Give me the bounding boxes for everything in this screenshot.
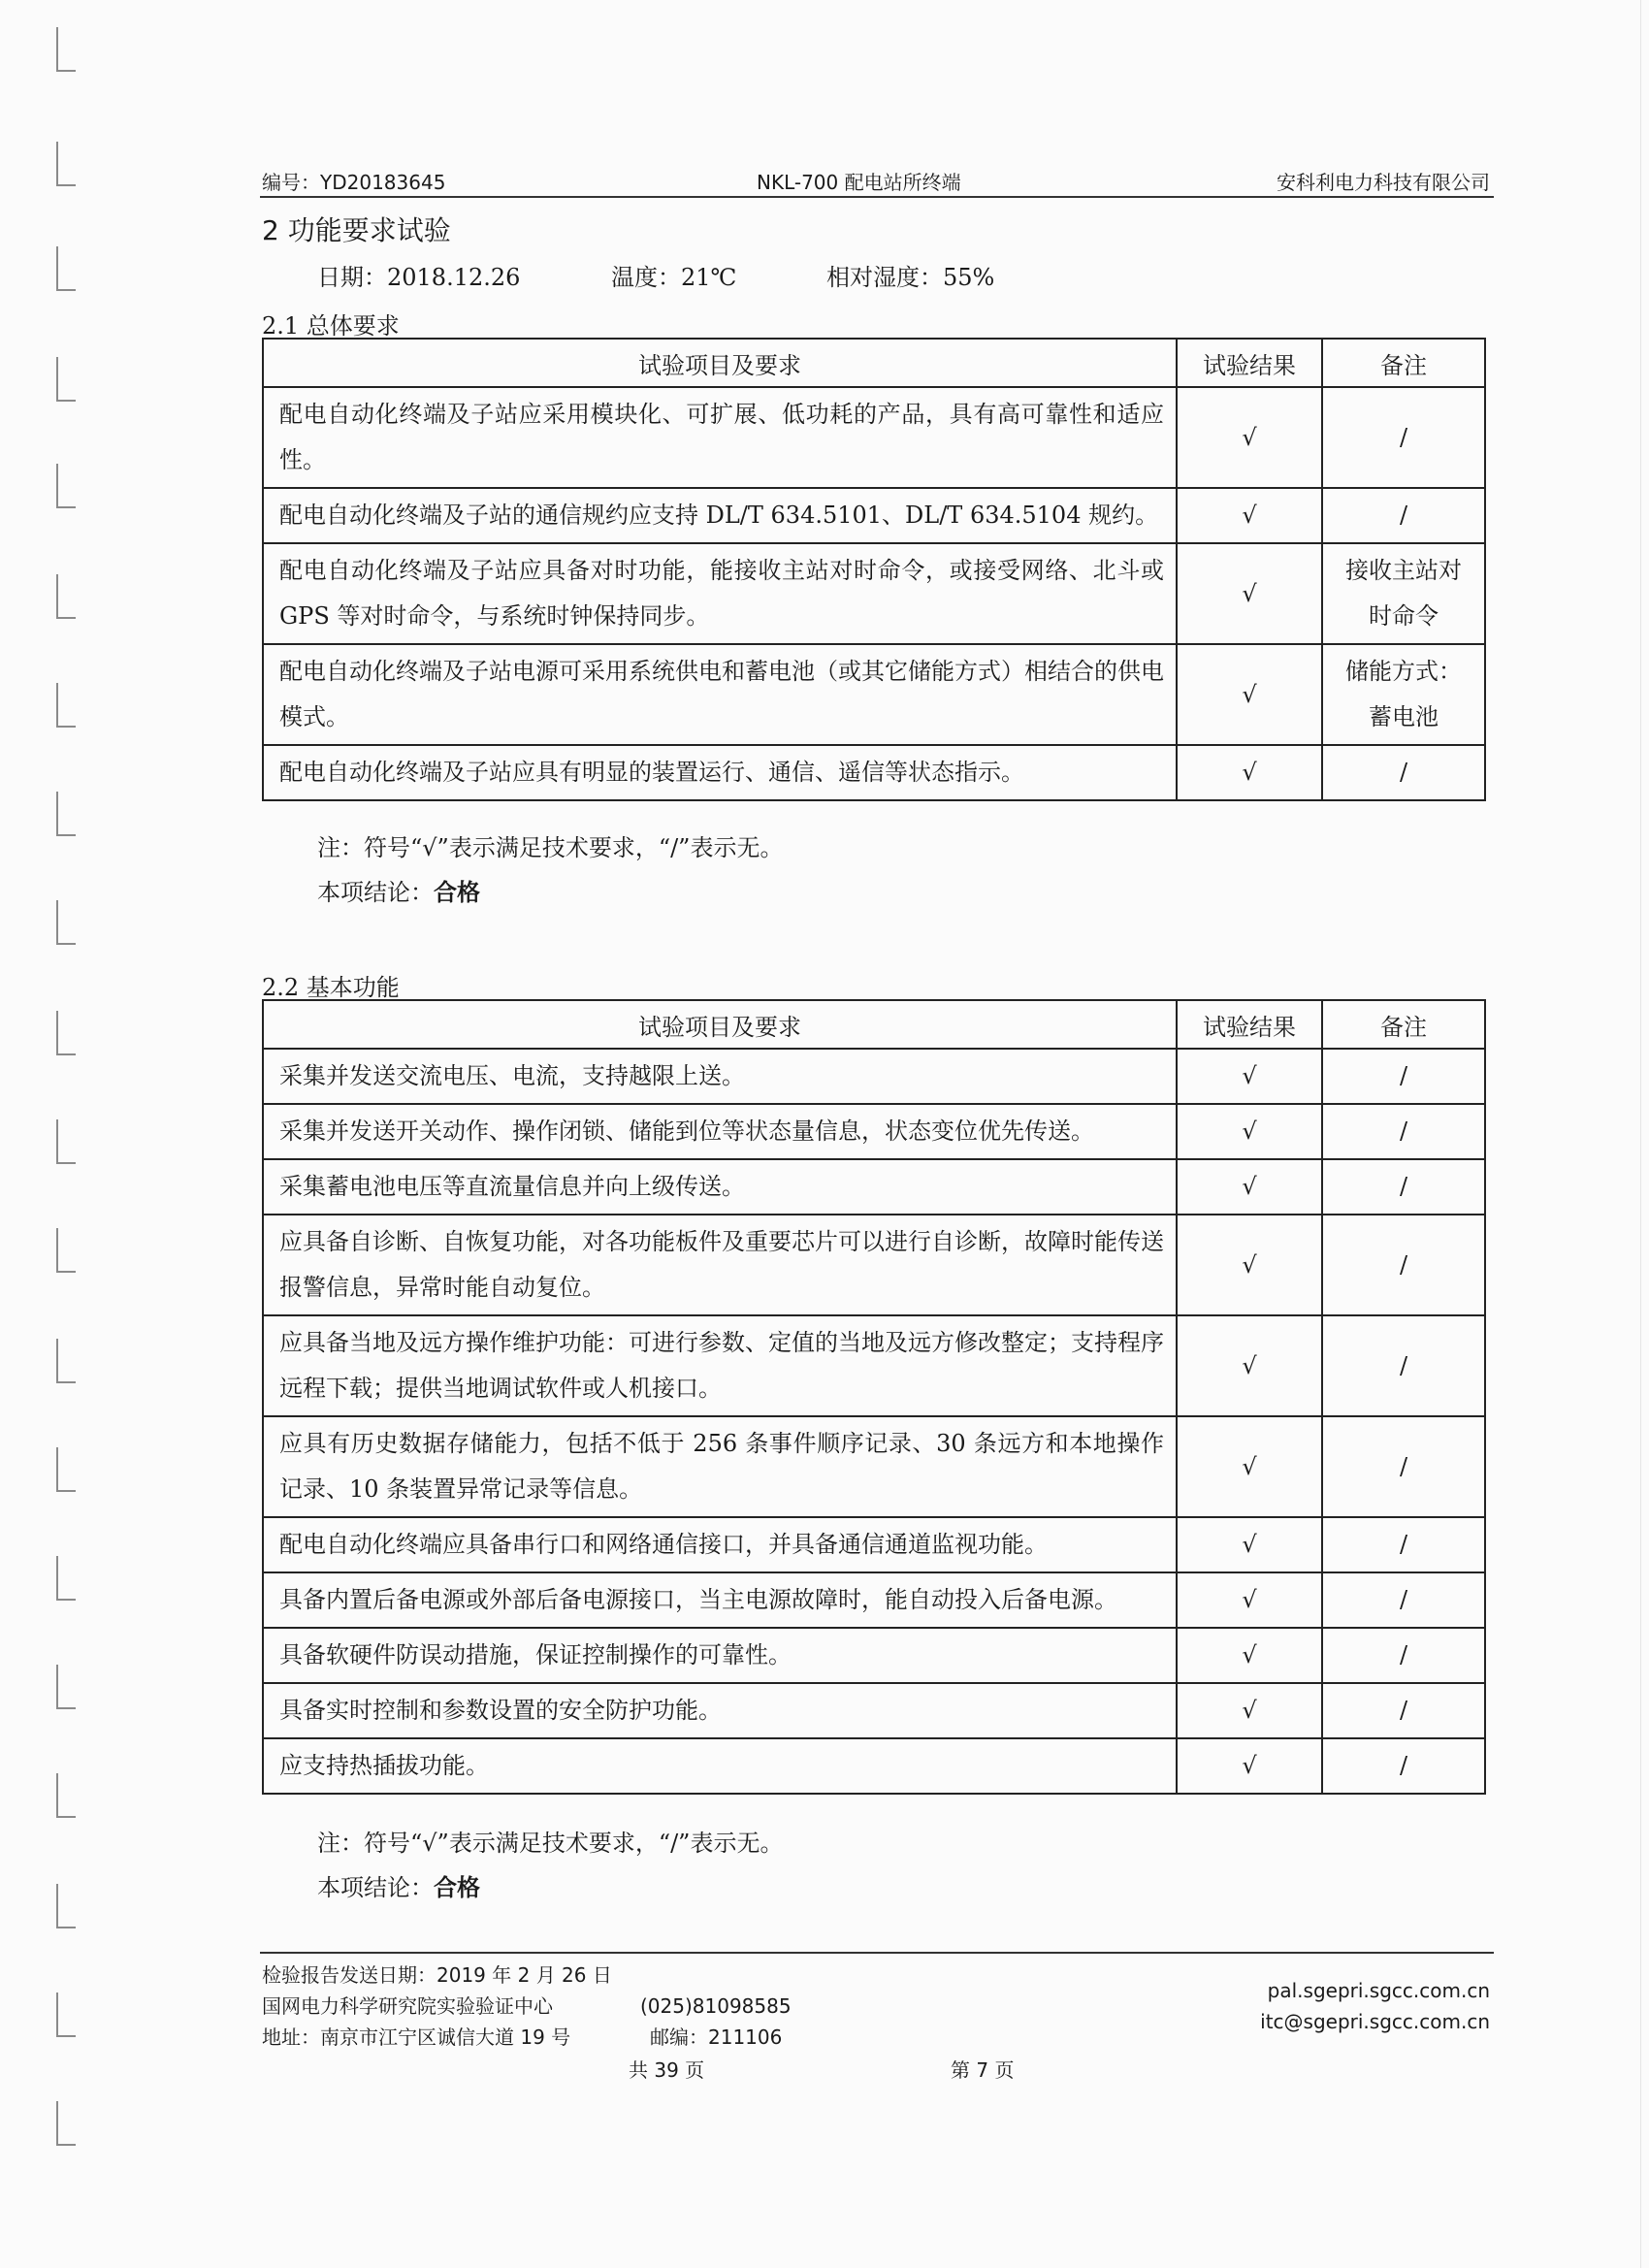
result-cell: √ [1177,1738,1322,1794]
requirement-cell: 应具备当地及远方操作维护功能：可进行参数、定值的当地及远方修改整定；支持程序远程下载；提供当地调试软件或人机接口。 [263,1315,1177,1416]
note-cell: / [1322,387,1485,488]
table-header-row [263,1000,1485,1049]
total-pages: 共 39 页 [629,2058,705,2082]
table-row [263,1416,1485,1517]
result-cell: √ [1177,1416,1322,1517]
binding-mark [56,70,76,72]
table-row [263,1628,1485,1683]
general-requirements-table [262,338,1486,801]
column-header-item: 试验项目及要求 [263,339,1177,387]
requirement-cell: 应具有历史数据存储能力，包括不低于 256 条事件顺序记录、30 条远方和本地操作记录、10 条装置异常记录等信息。 [263,1416,1177,1517]
subsection-title-general: 2.1 总体要求 [262,312,400,340]
report-number: 编号：YD20183645 [262,171,446,194]
binding-mark [56,1381,76,1383]
binding-mark [56,289,76,291]
column-header-note: 备注 [1322,1000,1485,1049]
result-cell: √ [1177,1049,1322,1104]
table-row [263,1572,1485,1628]
conclusion-value: 合格 [434,879,480,906]
requirement-cell: 配电自动化终端及子站应采用模块化、可扩展、低功耗的产品，具有高可靠性和适应性。 [263,387,1177,488]
binding-mark [56,726,76,728]
report-send-date: 检验报告发送日期：2019 年 2 月 26 日 [262,1963,612,1987]
binding-mark [56,834,76,836]
binding-mark [56,506,76,508]
binding-mark [56,1053,76,1055]
result-cell: √ [1177,1215,1322,1315]
subsection-title-basic: 2.2 基本功能 [262,974,400,1001]
result-cell: √ [1177,745,1322,800]
table-row [263,1738,1485,1794]
table-header-row [263,339,1485,387]
binding-mark [56,1816,76,1818]
scan-edge-line [1640,0,1641,2268]
result-cell: √ [1177,644,1322,745]
table-row [263,387,1485,488]
result-cell: √ [1177,543,1322,644]
note-cell: / [1322,1416,1485,1517]
requirement-cell: 采集并发送交流电压、电流，支持越限上送。 [263,1049,1177,1104]
binding-mark [56,1707,76,1709]
requirement-cell: 配电自动化终端及子站应具备对时功能，能接收主站对时命令，或接受网络、北斗或 GPS 等对时命令，与系统时钟保持同步。 [263,543,1177,644]
result-cell: √ [1177,387,1322,488]
requirement-cell: 具备实时控制和参数设置的安全防护功能。 [263,1683,1177,1738]
requirement-cell: 具备软硬件防误动措施，保证控制操作的可靠性。 [263,1628,1177,1683]
table-row [263,1315,1485,1416]
email-address: itc@sgepri.sgcc.com.cn [1260,2010,1490,2033]
test-date: 日期：2018.12.26 [317,264,521,291]
binding-mark [56,1927,76,1928]
test-center-name: 国网电力科学研究院实验验证中心 [262,1994,553,2018]
requirement-cell: 采集蓄电池电压等直流量信息并向上级传送。 [263,1159,1177,1215]
binding-mark [56,1271,76,1273]
binding-mark [56,1490,76,1492]
requirement-cell: 配电自动化终端应具备串行口和网络通信接口，并具备通信通道监视功能。 [263,1517,1177,1572]
page-footer [260,1952,1494,2082]
table-row [263,1517,1485,1572]
test-humidity: 相对湿度：55% [826,264,995,291]
table-row [263,644,1485,745]
column-header-result: 试验结果 [1177,339,1322,387]
note-cell: / [1322,1572,1485,1628]
requirement-cell: 采集并发送开关动作、操作闭锁、储能到位等状态量信息，状态变位优先传送。 [263,1104,1177,1159]
table-row [263,1683,1485,1738]
company-name: 安科利电力科技有限公司 [1277,171,1490,194]
note-cell: / [1322,1315,1485,1416]
symbol-note: 注：符号“√”表示满足技术要求，“/”表示无。 [317,1830,784,1857]
test-temperature: 温度：21℃ [611,264,737,291]
table-row [263,1159,1485,1215]
requirement-cell: 应支持热插拔功能。 [263,1738,1177,1794]
binding-mark [56,184,76,186]
website-link: pal.sgepri.sgcc.com.cn [1267,1979,1490,2002]
address: 地址：南京市江宁区诚信大道 19 号 [262,2025,571,2049]
table-row [263,488,1485,543]
column-header-note: 备注 [1322,339,1485,387]
result-cell: √ [1177,1683,1322,1738]
page-header [260,163,1494,198]
table-row [263,543,1485,644]
column-header-item: 试验项目及要求 [263,1000,1177,1049]
symbol-note: 注：符号“√”表示满足技术要求，“/”表示无。 [317,834,784,861]
conclusion-value: 合格 [434,1874,480,1901]
binding-mark [56,943,76,945]
note-cell: / [1322,1104,1485,1159]
note-cell: / [1322,1683,1485,1738]
conclusion-label: 本项结论： [317,1874,434,1901]
note-cell: / [1322,488,1485,543]
phone-number: (025)81098585 [640,1994,792,2018]
requirement-cell: 配电自动化终端及子站的通信规约应支持 DL/T 634.5101、DL/T 634.5104 规约。 [263,488,1177,543]
note-cell: / [1322,1215,1485,1315]
result-cell: √ [1177,1628,1322,1683]
requirement-cell: 配电自动化终端及子站电源可采用系统供电和蓄电池（或其它储能方式）相结合的供电模式。 [263,644,1177,745]
note-cell: 储能方式：蓄电池 [1322,644,1485,745]
result-cell: √ [1177,1315,1322,1416]
result-cell: √ [1177,1517,1322,1572]
binding-mark [56,1599,76,1601]
result-cell: √ [1177,1572,1322,1628]
result-cell: √ [1177,1159,1322,1215]
note-cell: / [1322,1049,1485,1104]
note-cell: 接收主站对时命令 [1322,543,1485,644]
section-title: 2 功能要求试验 [262,214,451,246]
note-cell: / [1322,1159,1485,1215]
conclusion [317,873,480,907]
binding-mark [56,2035,76,2037]
requirement-cell: 应具备自诊断、自恢复功能，对各功能板件及重要芯片可以进行自诊断，故障时能传送报警信息，异常时能自动复位。 [263,1215,1177,1315]
product-name: NKL-700 配电站所终端 [757,171,961,194]
table-row [263,745,1485,800]
table-row [263,1104,1485,1159]
basic-functions-table [262,999,1486,1795]
requirement-cell: 配电自动化终端及子站应具有明显的装置运行、通信、遥信等状态指示。 [263,745,1177,800]
note-cell: / [1322,1517,1485,1572]
postcode: 邮编：211106 [650,2025,783,2049]
requirement-cell: 具备内置后备电源或外部后备电源接口，当主电源故障时，能自动投入后备电源。 [263,1572,1177,1628]
note-cell: / [1322,1738,1485,1794]
result-cell: √ [1177,488,1322,543]
binding-mark [56,2144,76,2146]
conclusion-label: 本项结论： [317,879,434,906]
column-header-result: 试验结果 [1177,1000,1322,1049]
current-page: 第 7 页 [951,2058,1015,2082]
note-cell: / [1322,745,1485,800]
table-row [263,1215,1485,1315]
conclusion [317,1868,480,1902]
table-row [263,1049,1485,1104]
note-cell: / [1322,1628,1485,1683]
binding-mark [56,617,76,619]
binding-mark [56,400,76,402]
result-cell: √ [1177,1104,1322,1159]
binding-mark [56,1162,76,1164]
